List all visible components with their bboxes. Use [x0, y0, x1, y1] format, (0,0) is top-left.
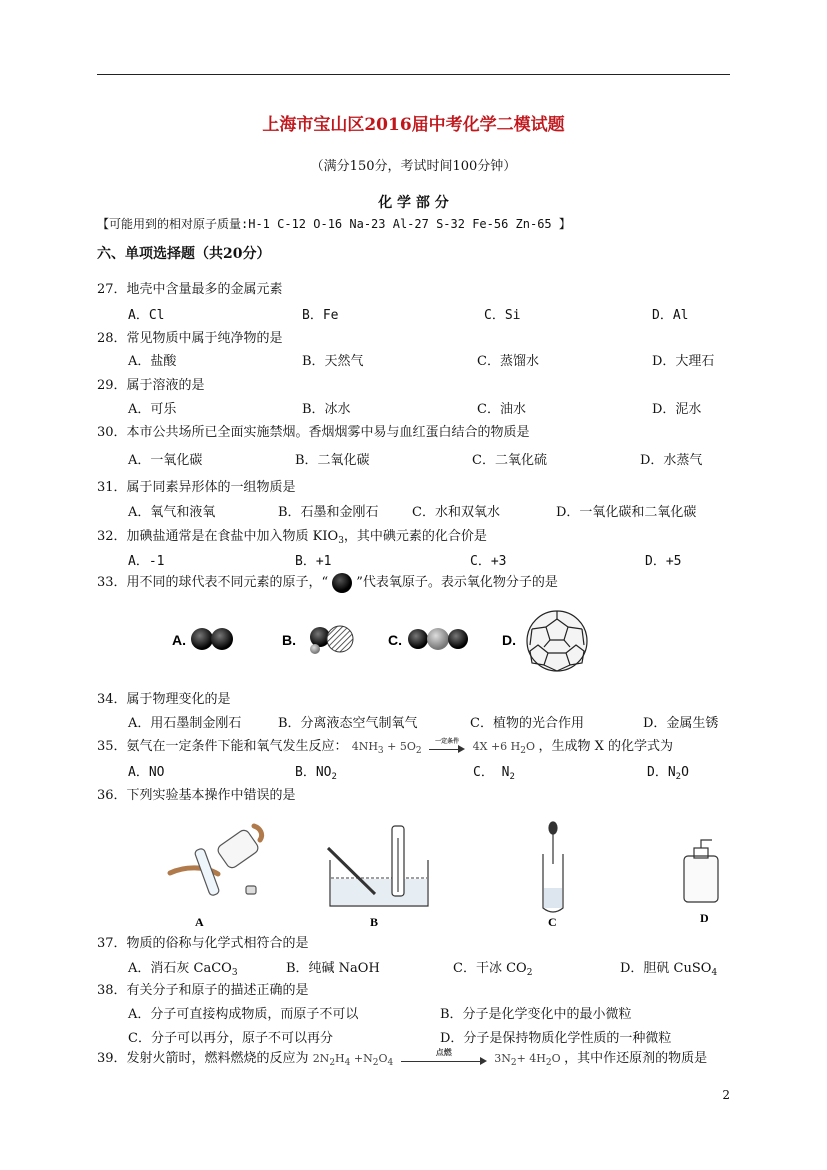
- part-heading: 六、单项选择题（共20分）: [97, 246, 271, 262]
- option-c: C．蒸馏水: [477, 354, 539, 369]
- question-38: 38．有关分子和原子的描述正确的是: [97, 983, 309, 998]
- question-35: 35．氨气在一定条件下能和氧气发生反应： $4NH_3 + 5O_2$ 一定条件 4X +6 $H_2O$ ，生成物 X 的化学式为: [97, 738, 674, 756]
- figure-label-b: B: [370, 915, 379, 929]
- question-36: 36．下列实验基本操作中错误的是: [97, 788, 296, 803]
- figure-label-c: C.: [388, 632, 402, 648]
- reaction-arrow-icon: 点燃: [401, 1053, 487, 1065]
- question-34: 34．属于物理变化的是: [97, 692, 231, 707]
- small-atom-icon: [310, 644, 320, 654]
- option-a: A．盐酸: [128, 354, 177, 369]
- option-b: B．纯碱 NaOH: [286, 961, 380, 976]
- option-b: B．+1: [295, 554, 332, 569]
- option-a: A．氧气和液氧: [128, 505, 216, 520]
- option-b: B．天然气: [302, 354, 364, 369]
- option-c: C．干冰 $CO_2$: [453, 961, 533, 978]
- option-a: A．一氧化碳: [128, 453, 203, 468]
- option-d: D．+5: [645, 554, 682, 569]
- dropper-into-test-tube-icon: [543, 822, 563, 912]
- figure-label-b: B.: [282, 632, 296, 648]
- reagent-bottle-icon: [684, 840, 718, 902]
- atomic-masses: 【可能用到的相对原子质量:H-1 C-12 O-16 Na-23 Al-27 S-32 Fe-56 Zn-65 】: [97, 217, 571, 231]
- question-30: 30．本市公共场所已全面实施禁烟。香烟烟雾中易与血红蛋白结合的物质是: [97, 425, 530, 440]
- option-b: B．二氧化碳: [295, 453, 370, 468]
- option-a: A．分子可直接构成物质，而原子不可以: [128, 1007, 359, 1022]
- option-b: B．分子是化学变化中的最小微粒: [440, 1007, 632, 1022]
- question-39: 39．发射火箭时，燃料燃烧的反应为 $2N_2H_4 +N_2O_4$ 点燃 $3N_2+ 4H_2O$ ，其中作还原剂的物质是: [97, 1047, 708, 1068]
- gray-atom-icon: [427, 628, 449, 650]
- black-atom-icon: [408, 629, 428, 649]
- question-29: 29．属于溶液的是: [97, 378, 205, 393]
- option-b: B．$NO_2$: [295, 765, 337, 782]
- lab-operations-figure: [160, 818, 730, 933]
- option-c: C．二氧化硫: [472, 453, 547, 468]
- question-37: 37．物质的俗称与化学式相符合的是: [97, 936, 309, 951]
- black-atom-icon: [211, 628, 233, 650]
- figure-label-a: A.: [172, 632, 186, 648]
- figure-label-d: D.: [502, 632, 516, 648]
- question-27: 27．地壳中含量最多的金属元素: [97, 282, 283, 297]
- page-title: 上海市宝山区2016届中考化学二模试题: [262, 115, 565, 135]
- option-d: D．金属生锈: [643, 716, 719, 731]
- option-a: A．Cl: [128, 308, 165, 323]
- option-a: A．用石墨制金刚石: [128, 716, 242, 731]
- option-d: D．泥水: [652, 402, 702, 417]
- reaction-equation: $4NH_3 + 5O_2$ 一定条件 4X +6 $H_2O$: [351, 738, 536, 756]
- molecule-figure: [160, 605, 600, 680]
- figure-label-a: A: [195, 915, 204, 929]
- black-atom-icon: [448, 629, 468, 649]
- pouring-liquid-icon: [170, 826, 262, 896]
- option-c: C．水和双氧水: [412, 505, 500, 520]
- option-d: D．$N_2O$: [647, 765, 689, 782]
- section-title: 化 学 部 分: [378, 195, 449, 211]
- option-d: D．水蒸气: [640, 453, 703, 468]
- option-c: C．+3: [470, 554, 507, 569]
- figure-label-c: C: [548, 915, 557, 929]
- option-d: D．一氧化碳和二氧化碳: [556, 505, 697, 520]
- option-a: A．可乐: [128, 402, 177, 417]
- header-rule: [97, 74, 730, 75]
- option-c: C．Si: [484, 308, 521, 323]
- hatched-atom-icon: [327, 626, 353, 652]
- option-a: A．-1: [128, 554, 165, 569]
- option-b: B．石墨和金刚石: [278, 505, 379, 520]
- option-d: D．Al: [652, 308, 689, 323]
- thermometer-in-beaker-icon: [328, 826, 428, 906]
- question-31: 31．属于同素异形体的一组物质是: [97, 480, 296, 495]
- reaction-equation: $2N_2H_4 +N_2O_4$ 点燃 $3N_2+ 4H_2O$: [312, 1047, 561, 1068]
- option-b: B．分离液态空气制氧气: [278, 716, 418, 731]
- figure-label-d: D: [700, 911, 709, 925]
- option-d: D．分子是保持物质化学性质的一种微粒: [440, 1031, 672, 1046]
- question-28: 28．常见物质中属于纯净物的是: [97, 331, 283, 346]
- question-33: 33．用不同的球代表不同元素的原子，“ ”代表氧原子。表示氧化物分子的是: [97, 571, 558, 593]
- option-a: A．消石灰 CaCO$_3$: [128, 961, 238, 978]
- option-c: C．植物的光合作用: [470, 716, 584, 731]
- oxygen-atom-icon: [332, 573, 352, 593]
- black-atom-icon: [191, 628, 213, 650]
- exam-subtitle: （满分150分，考试时间100分钟）: [310, 159, 517, 174]
- option-d: D．大理石: [652, 354, 715, 369]
- option-b: B．冰水: [302, 402, 351, 417]
- option-c: C．油水: [477, 402, 526, 417]
- option-c: C．分子可以再分，原子不可以再分: [128, 1031, 333, 1046]
- fullerene-icon: [527, 611, 587, 671]
- option-a: A．NO: [128, 765, 165, 780]
- option-d: D．胆矾 CuSO$_4$: [620, 961, 718, 978]
- option-b: B．Fe: [302, 308, 339, 323]
- option-c: C． $N_2$: [473, 765, 515, 782]
- question-32: 32．加碘盐通常是在食盐中加入物质 $KIO_3$，其中碘元素的化合价是: [97, 529, 487, 546]
- reaction-arrow-icon: 一定条件: [429, 741, 465, 753]
- page-number: 2: [722, 1088, 730, 1102]
